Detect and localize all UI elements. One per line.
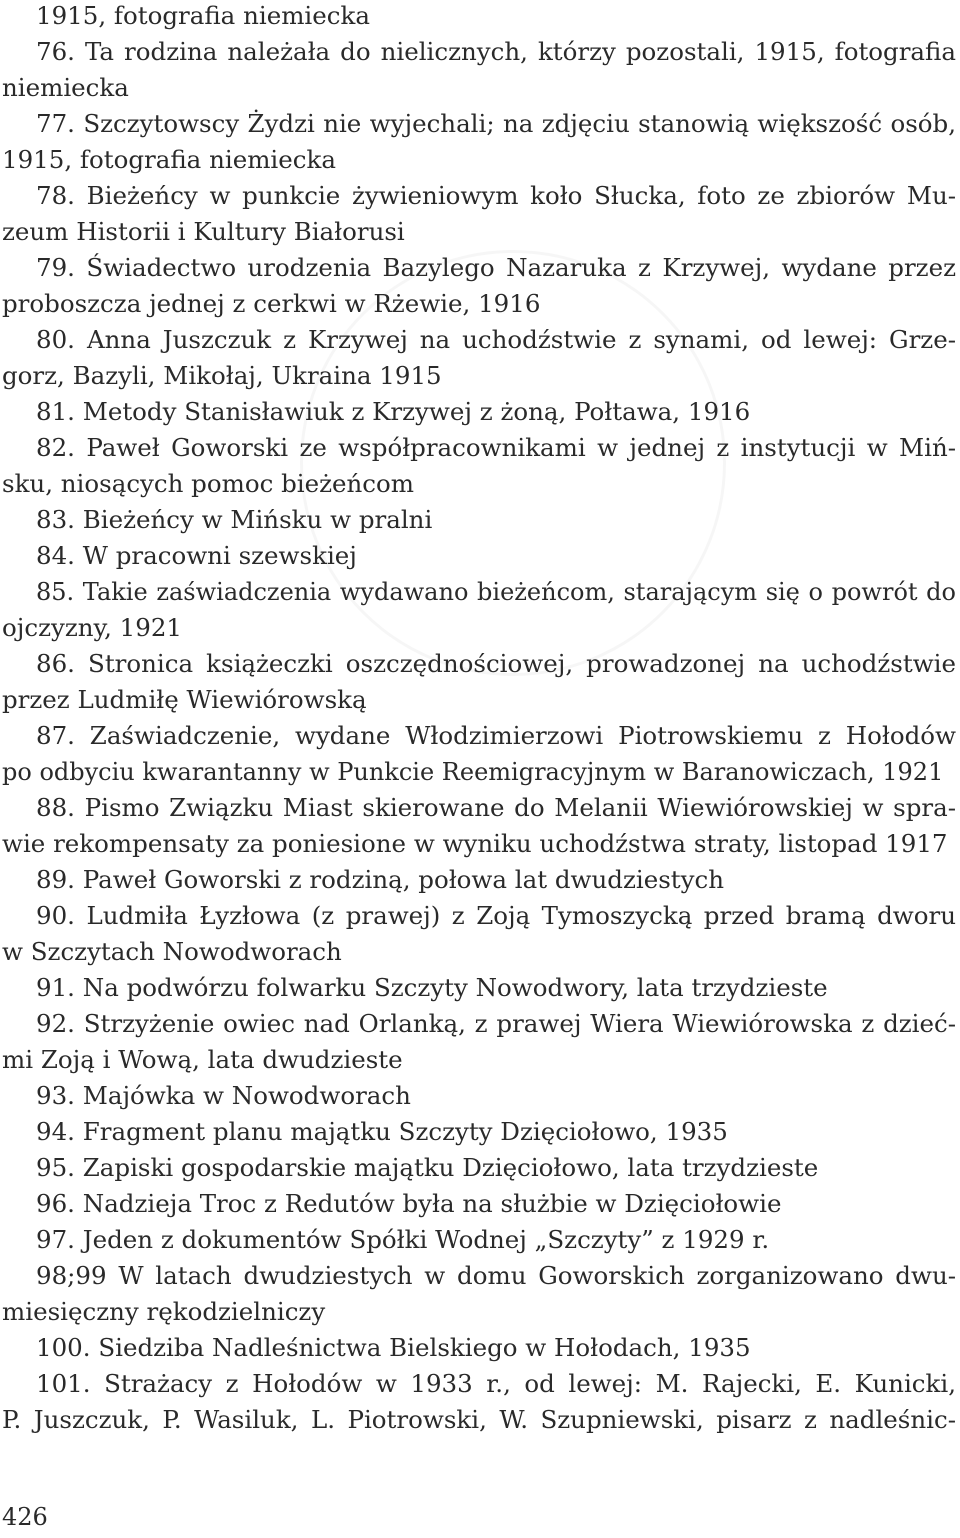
caption-line: 1915, fotografia niemiecka <box>36 1 370 30</box>
caption-line: 83. Bieżeńcy w Mińsku w pralni <box>36 505 433 534</box>
caption-line: 78. Bieżeńcy w punkcie żywieniowym koło Słucka, foto ze zbiorów Mu- <box>36 181 956 210</box>
caption-line: P. Juszczuk, P. Wasiluk, L. Piotrowski, W. Szupniewski, pisarz z nadleśnic- <box>2 1405 956 1434</box>
caption-line: mi Zoją i Wową, lata dwudzieste <box>2 1045 403 1074</box>
caption-line: 101. Strażacy z Hołodów w 1933 r., od lewej: M. Rajecki, E. Kunicki, <box>36 1369 956 1398</box>
caption-line: 89. Paweł Goworski z rodziną, połowa lat dwudziestych <box>36 865 724 894</box>
caption-line: 84. W pracowni szewskiej <box>36 541 357 570</box>
caption-list <box>2 0 956 1440</box>
caption-line: 88. Pismo Związku Miast skierowane do Melanii Wiewiórowskiej w spra- <box>36 793 956 822</box>
caption-line: 91. Na podwórzu folwarku Szczyty Nowodwory, lata trzydzieste <box>36 973 828 1002</box>
caption-line: 96. Nadzieja Troc z Redutów była na służbie w Dzięciołowie <box>36 1189 782 1218</box>
caption-line: wie rekompensaty za poniesione w wyniku uchodźstwa straty, listopad 1917 <box>2 829 948 858</box>
caption-line: 79. Świadectwo urodzenia Bazylego Nazaruka z Krzywej, wydane przez <box>36 253 956 282</box>
page-number: 426 <box>2 1503 48 1531</box>
caption-line: 82. Paweł Goworski ze współpracownikami w jednej z instytucji w Miń- <box>36 433 956 462</box>
caption-line: sku, niosących pomoc bieżeńcom <box>2 469 415 498</box>
caption-line: 98;99 W latach dwudziestych w domu Goworskich zorganizowano dwu- <box>36 1261 956 1290</box>
caption-line: 76. Ta rodzina należała do nielicznych, którzy pozostali, 1915, fotografia <box>36 37 956 66</box>
caption-line: 100. Siedziba Nadleśnictwa Bielskiego w Hołodach, 1935 <box>36 1333 751 1362</box>
caption-line: 80. Anna Juszczuk z Krzywej na uchodźstwie z synami, od lewej: Grze- <box>36 325 956 354</box>
caption-line: 94. Fragment planu majątku Szczyty Dzięciołowo, 1935 <box>36 1117 728 1146</box>
caption-line: 1915, fotografia niemiecka <box>2 145 336 174</box>
caption-line: przez Ludmiłę Wiewiórowską <box>2 685 367 714</box>
caption-line: po odbyciu kwarantanny w Punkcie Reemigracyjnym w Baranowiczach, 1921 <box>2 758 944 786</box>
caption-line: ojczyzny, 1921 <box>2 613 183 642</box>
caption-line: 93. Majówka w Nowodworach <box>36 1081 411 1110</box>
caption-line: 86. Stronica książeczki oszczędnościowej, prowadzonej na uchodźstwie <box>36 649 956 678</box>
caption-line: miesięczny rękodzielniczy <box>2 1297 326 1326</box>
caption-line: 97. Jeden z dokumentów Spółki Wodnej „Szczyty” z 1929 r. <box>36 1225 770 1254</box>
caption-line: 77. Szczytowscy Żydzi nie wyjechali; na zdjęciu stanowią większość osób, <box>36 109 956 138</box>
caption-line: 95. Zapiski gospodarskie majątku Dzięciołowo, lata trzydzieste <box>36 1153 819 1182</box>
caption-line: 90. Ludmiła Łyzłowa (z prawej) z Zoją Tymoszycką przed bramą dworu <box>36 901 956 930</box>
caption-line: proboszcza jednej z cerkwi w Rżewie, 1916 <box>2 289 541 318</box>
caption-line: 81. Metody Stanisławiuk z Krzywej z żoną, Połtawa, 1916 <box>36 397 751 426</box>
caption-line: 85. Takie zaświadczenia wydawano bieżeńcom, starającym się o powrót do <box>36 578 956 606</box>
caption-line: niemiecka <box>2 73 129 102</box>
caption-line: 87. Zaświadczenie, wydane Włodzimierzowi Piotrowskiemu z Hołodów <box>36 721 956 750</box>
caption-line: w Szczytach Nowodworach <box>2 937 342 966</box>
caption-line: 92. Strzyżenie owiec nad Orlanką, z prawej Wiera Wiewiórowska z dzieć- <box>36 1009 956 1038</box>
caption-line: gorz, Bazyli, Mikołaj, Ukraina 1915 <box>2 361 442 390</box>
caption-line: zeum Historii i Kultury Białorusi <box>2 217 405 246</box>
